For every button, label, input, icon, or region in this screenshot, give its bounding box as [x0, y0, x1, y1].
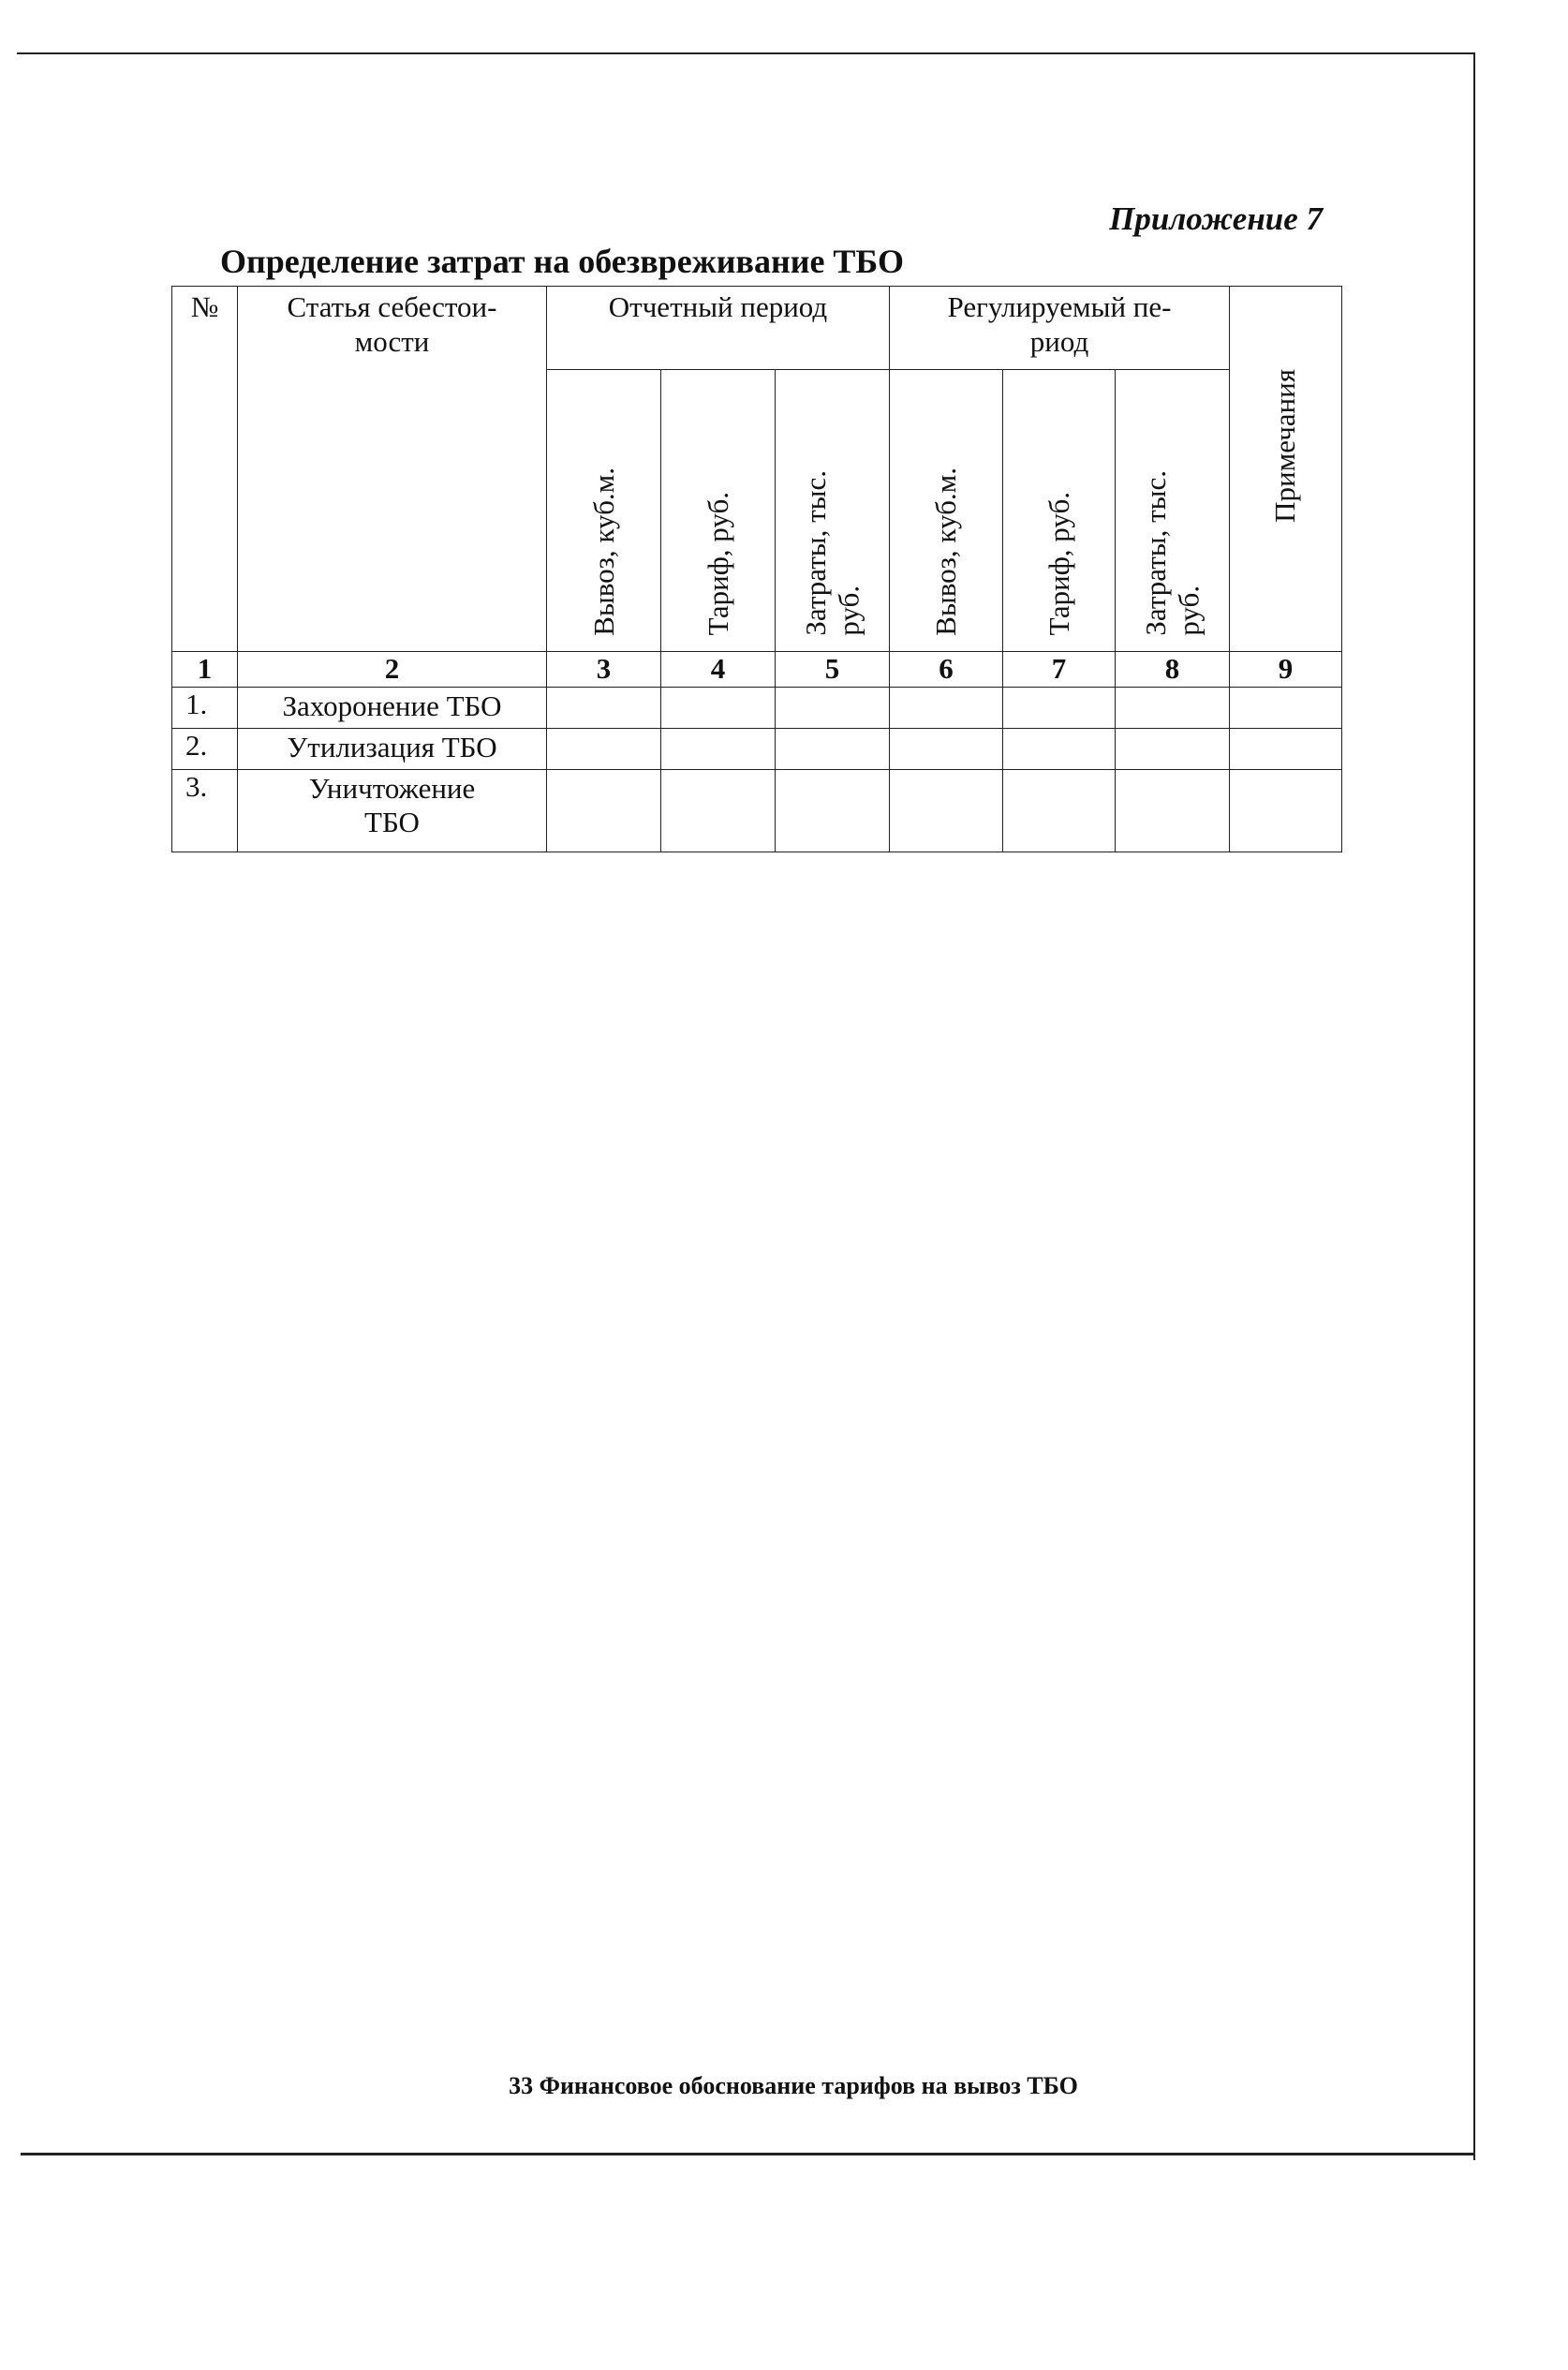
table-cell: [547, 728, 661, 769]
header-sub-col: [1116, 370, 1230, 652]
column-number: 3: [547, 652, 661, 688]
table-row: [172, 687, 1342, 728]
table-title: Определение затрат на обезвреживание ТБО: [219, 243, 904, 280]
cost-table: [171, 286, 1342, 852]
row-number: 3.: [172, 769, 238, 852]
header-sub-col: [661, 370, 776, 652]
header-item: Статья себестои- мости: [238, 287, 547, 652]
header-sub-col: [547, 370, 661, 652]
table-cell: [547, 769, 661, 852]
header-row-1: [172, 287, 1342, 370]
header-sub-col: [890, 370, 1003, 652]
table-cell: [890, 687, 1003, 728]
header-sub-col-text: Затраты, тыс. руб.: [798, 469, 865, 636]
table-cell: [661, 769, 776, 852]
column-number: 6: [890, 652, 1003, 688]
header-sub-col: [1003, 370, 1116, 652]
appendix-label: Приложение 7: [1109, 200, 1323, 237]
table-cell: [1230, 728, 1342, 769]
table-cell: [1003, 687, 1116, 728]
table-cell: [661, 728, 776, 769]
row-number: 1.: [172, 687, 238, 728]
column-number: 9: [1230, 652, 1342, 688]
header-reporting-period: Отчетный период: [547, 287, 890, 370]
table-cell: [1116, 687, 1230, 728]
table-cell: [547, 687, 661, 728]
table-cell: [1003, 728, 1116, 769]
table-cell: [1116, 728, 1230, 769]
table-cell: [776, 728, 890, 769]
table-cell: [776, 687, 890, 728]
column-number: 8: [1116, 652, 1230, 688]
header-notes: [1230, 287, 1342, 652]
page-frame-right: [1473, 52, 1475, 2160]
header-notes-text: Примечания: [1268, 369, 1302, 524]
header-sub-col-text: Вывоз, куб.м.: [929, 467, 963, 636]
header-sub-col-text: Тариф, руб.: [701, 492, 734, 636]
table-cell: [1230, 687, 1342, 728]
page-frame-bottom: [21, 2153, 1475, 2155]
table-cell: [1116, 769, 1230, 852]
column-number: 1: [172, 652, 238, 688]
row-item: Захоронение ТБО: [238, 687, 547, 728]
page-footer: 33 Финансовое обоснование тарифов на вывоз ТБО: [509, 2072, 1078, 2099]
table-cell: [661, 687, 776, 728]
row-item: Утилизация ТБО: [238, 728, 547, 769]
column-number: 2: [238, 652, 547, 688]
column-number: 4: [661, 652, 776, 688]
header-regulated-period: Регулируемый пе- риод: [890, 287, 1230, 370]
table-cell: [1230, 769, 1342, 852]
row-number: 2.: [172, 728, 238, 769]
table-row: [172, 769, 1342, 852]
page-frame-top: [17, 52, 1473, 54]
table-cell: [890, 728, 1003, 769]
header-sub-col: [776, 370, 890, 652]
column-number-row: [172, 652, 1342, 688]
table-cell: [890, 769, 1003, 852]
header-sub-col-text: Тариф, руб.: [1042, 492, 1075, 636]
table-cell: [1003, 769, 1116, 852]
row-item: Уничтожение ТБО: [238, 769, 547, 852]
table-cell: [776, 769, 890, 852]
header-no: №: [172, 287, 238, 652]
table-row: [172, 728, 1342, 769]
header-sub-col-text: Вывоз, куб.м.: [586, 467, 620, 636]
header-sub-col-text: Затраты, тыс. руб.: [1138, 469, 1206, 636]
column-number: 5: [776, 652, 890, 688]
column-number: 7: [1003, 652, 1116, 688]
